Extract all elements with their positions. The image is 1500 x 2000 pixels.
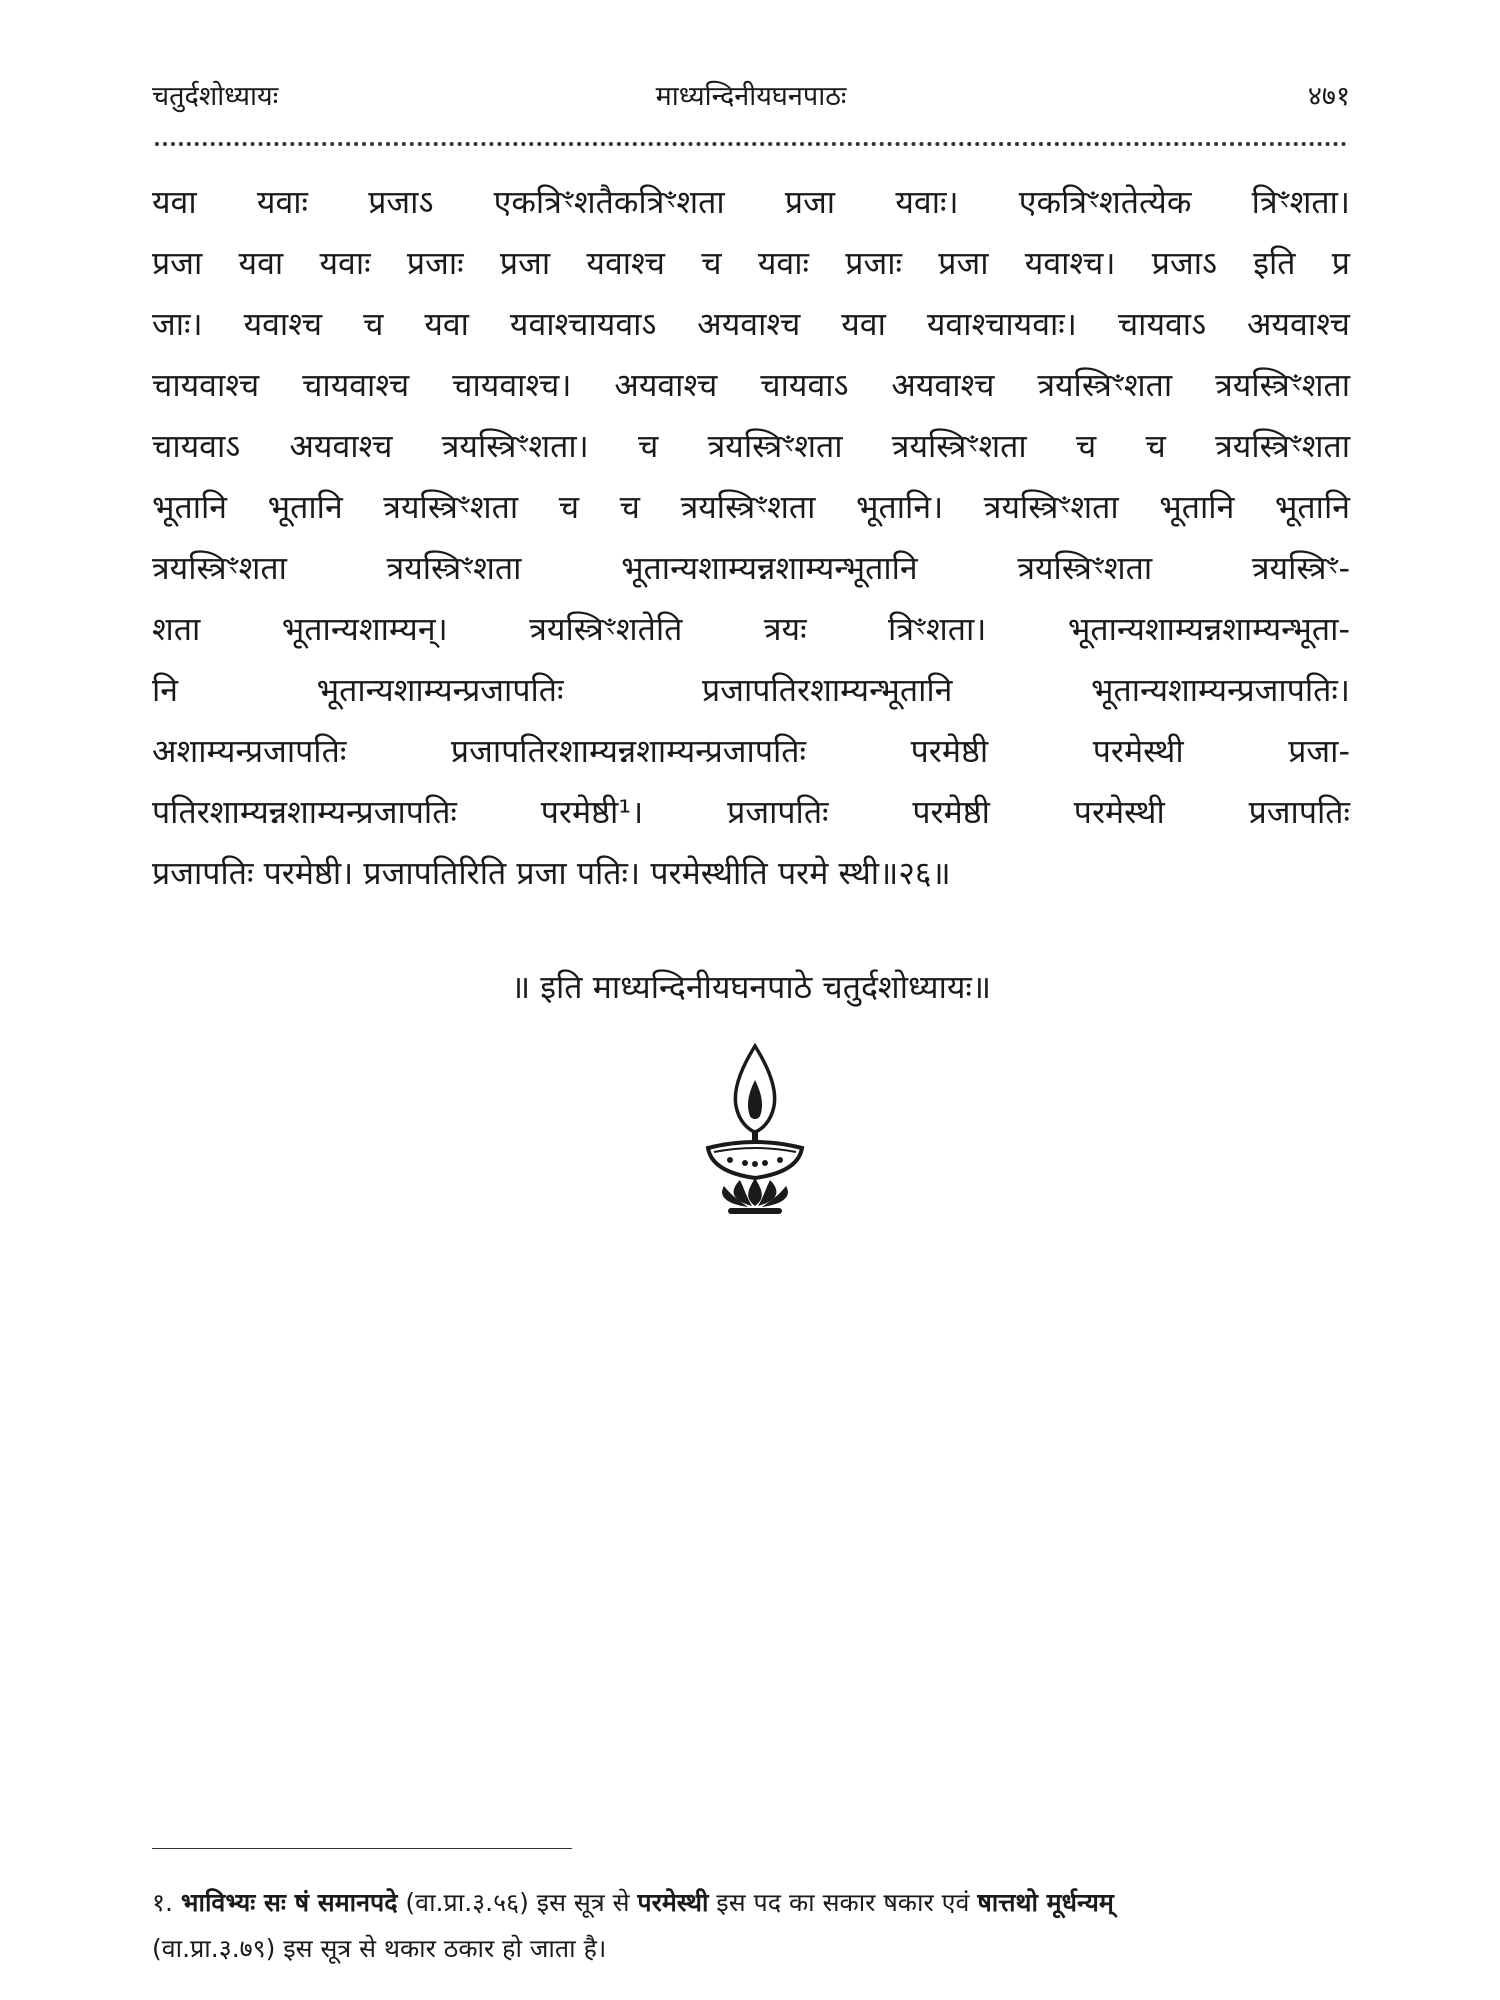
text-line: चायवाऽ अयवाश्च त्रयस्त्रिꣳशता। च त्रयस्त्रिꣳशता त्रयस्त्रिꣳशता च च त्रयस्त्रिꣳशता xyxy=(152,427,1350,465)
book-title: माध्यन्दिनीयघनपाठः xyxy=(655,80,847,112)
sutra-text: भाविभ्यः सः षं समानपदे xyxy=(180,1888,398,1917)
verse-text xyxy=(152,172,1350,904)
footnote xyxy=(152,1880,1352,1972)
text-line: भूतानि भूतानि त्रयस्त्रिꣳशता च च त्रयस्त्रिꣳशता भूतानि। त्रयस्त्रिꣳशता भूतानि भूतानि xyxy=(152,488,1350,526)
footnote-text: इस सूत्र से xyxy=(536,1888,638,1917)
sutra-reference: (वा.प्रा.३.५६) xyxy=(397,1888,537,1917)
sutra-text: षात्तथो मूर्धन्यम् xyxy=(977,1888,1114,1917)
oil-lamp-icon xyxy=(700,1040,810,1220)
dotted-divider xyxy=(155,142,1347,146)
footnote-number: १. xyxy=(152,1888,173,1917)
footnote-line: (वा.प्रा.३.७९) इस सूत्र से थकार ठकार हो जाता है। xyxy=(152,1934,607,1963)
text-line: प्रजा यवा यवाः प्रजाः प्रजा यवाश्च च यवाः प्रजाः प्रजा यवाश्च। प्रजाऽ इति प्र xyxy=(152,244,1350,282)
running-header xyxy=(152,74,1350,114)
highlighted-word: परमेस्थी xyxy=(637,1888,709,1917)
text-line: जाः। यवाश्च च यवा यवाश्चायवाऽ अयवाश्च यवा यवाश्चायवाः। चायवाऽ अयवाश्च xyxy=(152,305,1350,343)
footnote-rule xyxy=(152,1848,572,1849)
text-line: त्रयस्त्रिꣳशता त्रयस्त्रिꣳशता भूतान्यशाम्यन्नशाम्यन्भूतानि त्रयस्त्रिꣳशता त्रयस्त्रिꣳ- xyxy=(152,549,1350,587)
text-line: यवा यवाः प्रजाऽ एकत्रिꣳशतैकत्रिꣳशता प्रजा यवाः। एकत्रिꣳशतेत्येक त्रिꣳशता। xyxy=(152,183,1350,221)
text-line: पतिरशाम्यन्नशाम्यन्प्रजापतिः परमेष्ठी¹। प्रजापतिः परमेष्ठी परमेस्थी प्रजापतिः xyxy=(152,793,1350,831)
chapter-colophon: ॥ इति माध्यन्दिनीयघनपाठे चतुर्दशोध्यायः॥ xyxy=(510,968,992,1006)
text-line: शता भूतान्यशाम्यन्। त्रयस्त्रिꣳशतेति त्रयः त्रिꣳशता। भूतान्यशाम्यन्नशाम्यन्भूता- xyxy=(152,610,1350,648)
text-line: प्रजापतिः परमेष्ठी। प्रजापतिरिति प्रजा पतिः। परमेस्थीति परमे स्थी॥२६॥ xyxy=(152,854,951,892)
footnote-text: इस पद का सकार षकार एवं xyxy=(708,1888,978,1917)
chapter-title: चतुर्दशोध्यायः xyxy=(152,80,279,112)
page-number: ४७१ xyxy=(1307,80,1350,112)
text-line: अशाम्यन्प्रजापतिः प्रजापतिरशाम्यन्नशाम्यन्प्रजापतिः परमेष्ठी परमेस्थी प्रजा- xyxy=(152,732,1350,770)
footnote-line xyxy=(152,1880,1352,1926)
text-line: चायवाश्च चायवाश्च चायवाश्च। अयवाश्च चायवाऽ अयवाश्च त्रयस्त्रिꣳशता त्रयस्त्रिꣳशता xyxy=(152,366,1350,404)
text-line: नि भूतान्यशाम्यन्प्रजापतिः प्रजापतिरशाम्यन्भूतानि भूतान्यशाम्यन्प्रजापतिः। xyxy=(152,671,1350,709)
